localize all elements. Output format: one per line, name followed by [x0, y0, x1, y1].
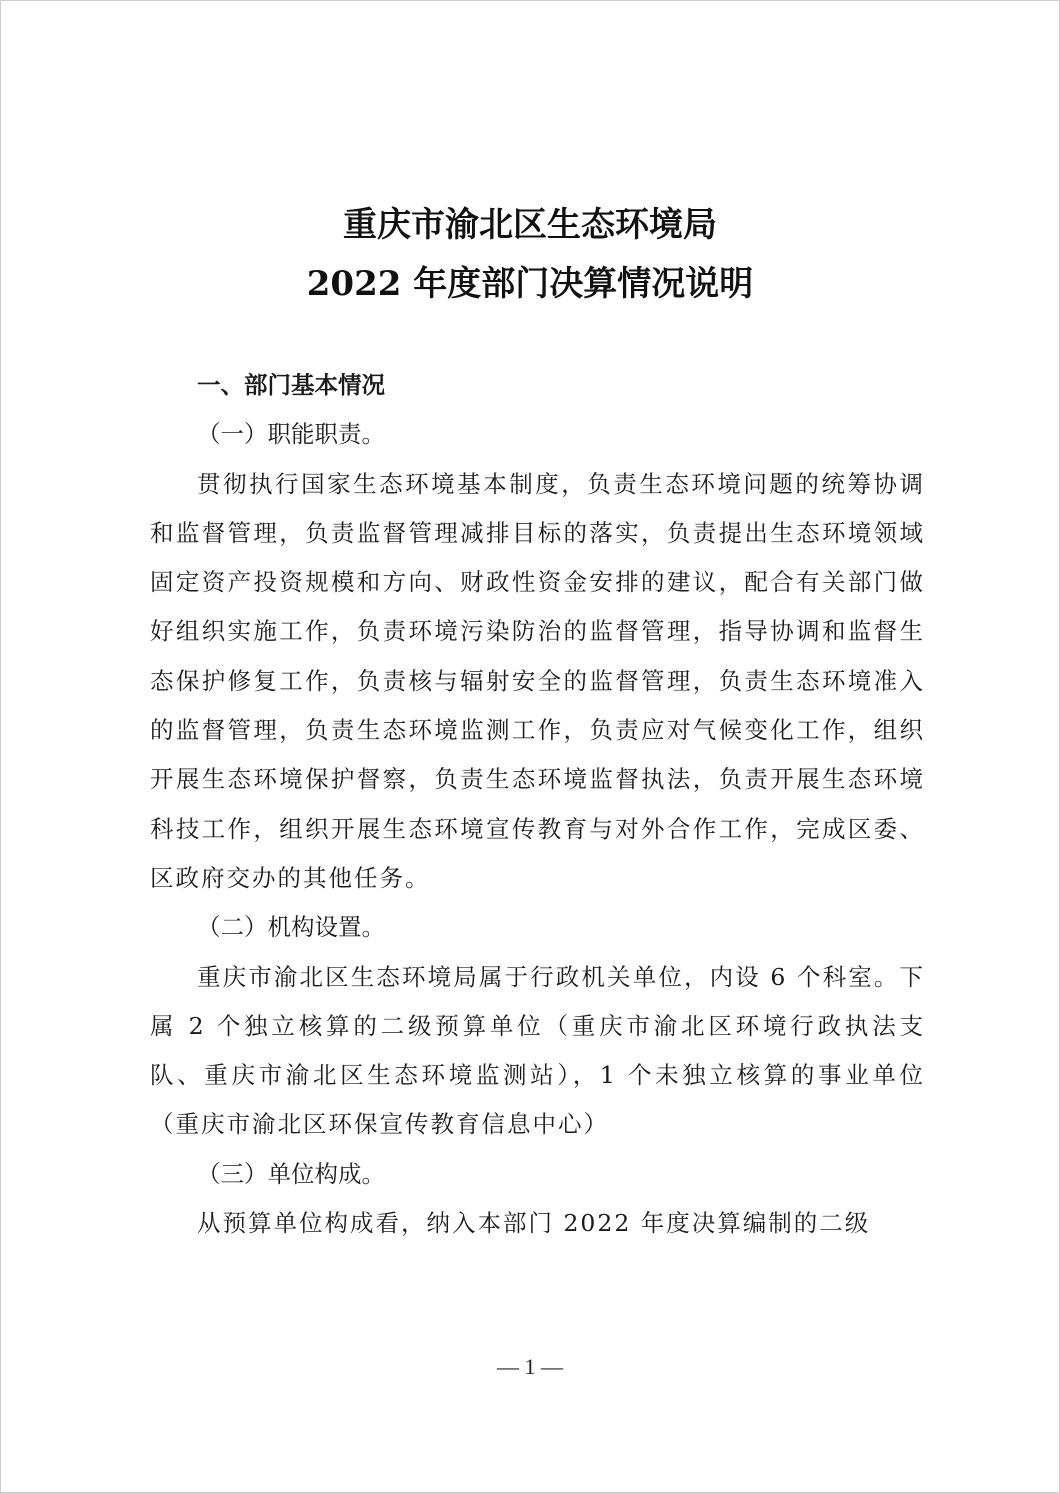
paragraph-duties: 贯彻执行国家生态环境基本制度，负责生态环境问题的统筹协调和监督管理，负责监督管理减排目标的落实，负责提出生态环境领域固定资产投资规模和方向、财政性资金安排的建议，配合有关部门做好组织实施工作，负责环境污染防治的监督管理，指导协调和监督生态保护修复工作，负责核与辐射安全的监督管理，负责生态环境准入的监督管理，负责生态环境监测工作，负责应对气候变化工作，组织开展生态环境保护督察，负责生态环境监督执法，负责开展生态环境科技工作，组织开展生态环境宣传教育与对外合作工作，完成区委、区政府交办的其他任务。: [150, 469, 925, 892]
subsection-heading-duties: （一）职能职责。: [197, 420, 385, 449]
paragraph-composition: 从预算单位构成看，纳入本部门 2022 年度决算编制的二级: [197, 1209, 871, 1238]
document-body: [150, 361, 925, 1248]
subsection-heading-organization: （二）机构设置。: [197, 913, 385, 942]
document-title-line2: 2022 年度部门决算情况说明: [306, 264, 754, 304]
subsection-heading-composition: （三）单位构成。: [197, 1159, 385, 1188]
page-number: — 1 —: [497, 1354, 563, 1379]
paragraph-organization: 重庆市渝北区生态环境局属于行政机关单位，内设 6 个科室。下属 2 个独立核算的二级预算单位（重庆市渝北区环境行政执法支队、重庆市渝北区生态环境监测站），1 个未独立核算的事业单位（重庆市渝北区环保宣传教育信息中心）: [150, 962, 925, 1139]
document-title-line1: 重庆市渝北区生态环境局: [343, 205, 717, 245]
section-heading-basic-info: 一、部门基本情况: [197, 371, 385, 399]
